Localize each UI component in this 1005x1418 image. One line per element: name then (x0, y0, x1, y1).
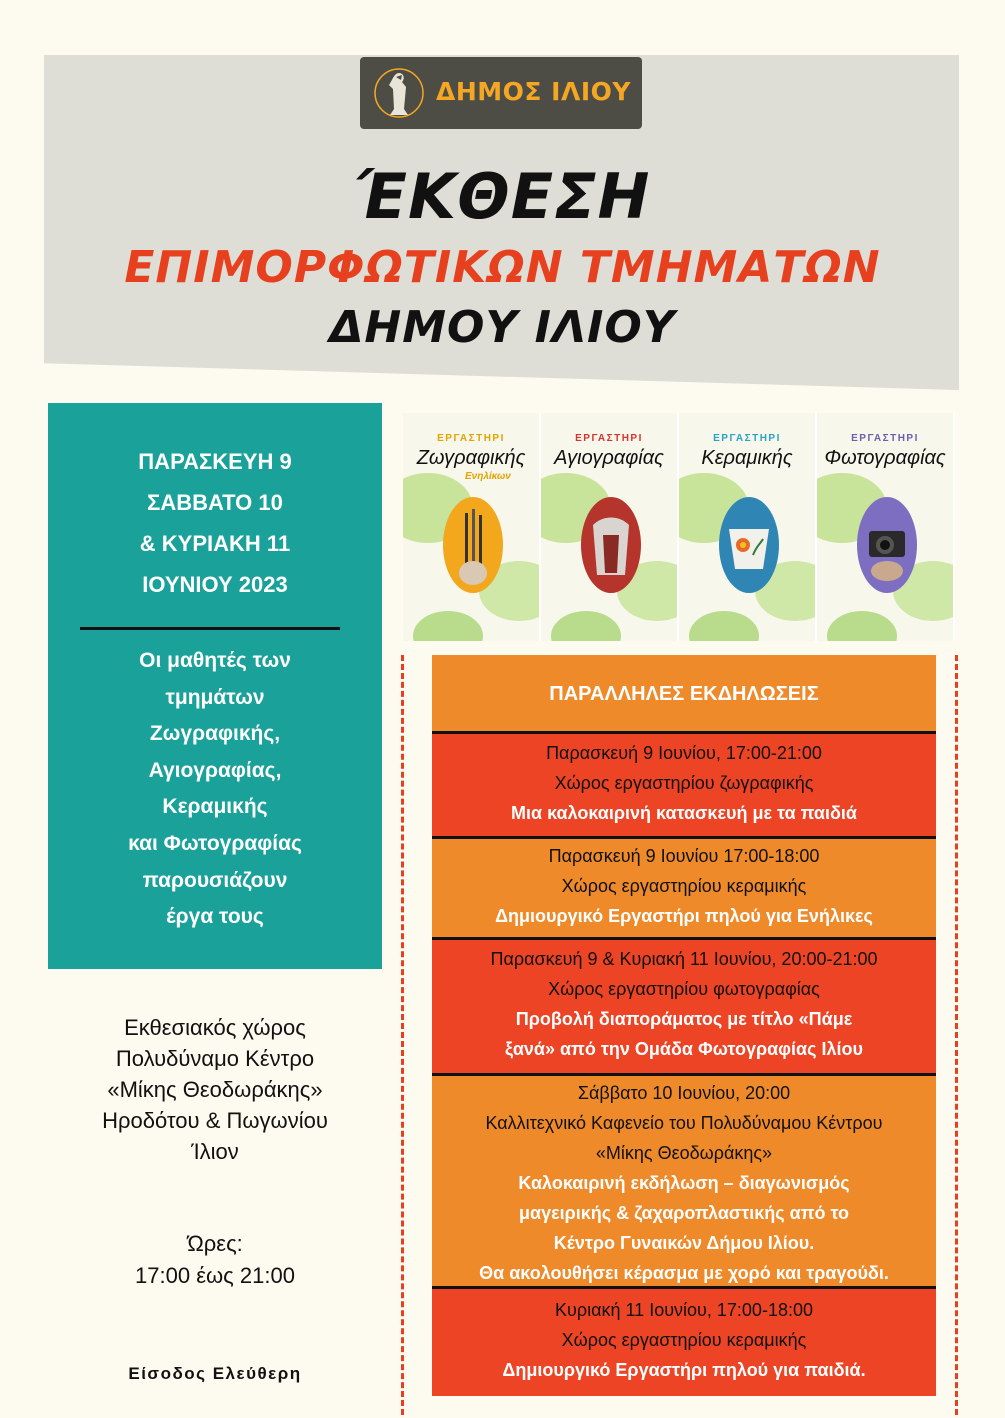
org-name: ΔΗΜΟΣ ΙΛΙΟΥ (436, 77, 631, 106)
venue-line: Ίλιον (191, 1139, 239, 1164)
poster-kicker: ΕΡΓΑΣΤΗΡΙ (713, 433, 781, 444)
poster-title: Κεραμικής (701, 447, 793, 469)
event-item (432, 1286, 936, 1396)
students-line: Ζωγραφικής, (149, 722, 281, 746)
event-place: «Μίκης Θεοδωράκης» (595, 1143, 773, 1163)
event-item (432, 731, 936, 836)
event-description: Προβολή διαποράματος με τίτλο «Πάμε (515, 1009, 853, 1029)
venue-line: «Μίκης Θεοδωράκης» (107, 1077, 323, 1102)
ceramic-pot-icon (717, 495, 781, 595)
poster-iconography (541, 413, 679, 641)
title-line-3: ΔΗΜΟΥ ΙΛΙΟΥ (329, 302, 676, 353)
venue-line: Πολυδύναμο Κέντρο (115, 1046, 315, 1071)
event-description: ξανά» από την Ομάδα Φωτογραφίας Ιλίου (505, 1039, 863, 1059)
event-place: Καλλιτεχνικό Καφενείο του Πολυδύναμου Κέντρου (485, 1113, 883, 1133)
students-line: Οι μαθητές των (139, 649, 291, 672)
date-line: ΣΑΒΒΑΤΟ 10 (147, 490, 283, 515)
workshop-posters (403, 413, 956, 641)
students-line: έργα τους (166, 905, 264, 929)
event-description: Μια καλοκαιρινή κατασκευή με τα παιδιά (511, 803, 857, 823)
event-place: Χώρος εργαστηρίου φωτογραφίας (548, 979, 820, 999)
date-line: ΠΑΡΑΣΚΕΥΗ 9 (138, 449, 292, 474)
event-date: Παρασκευή 9 & Κυριακή 11 Ιουνίου, 20:00-21:00 (490, 949, 878, 969)
athena-emblem-icon (374, 63, 424, 123)
event-place: Χώρος εργαστηρίου ζωγραφικής (554, 773, 814, 793)
students-line: και Φωτογραφίας (128, 831, 302, 855)
poster-kicker: ΕΡΓΑΣΤΗΡΙ (851, 433, 919, 444)
hours-value: 17:00 έως 21:00 (135, 1263, 295, 1288)
opening-hours (48, 1228, 382, 1292)
divider (80, 627, 340, 630)
venue-line: Ηροδότου & Πωγωνίου (102, 1108, 328, 1133)
event-item (432, 836, 936, 937)
municipality-logo (360, 57, 642, 129)
event-date: Σάββατο 10 Ιουνίου, 20:00 (577, 1083, 791, 1103)
free-entry-note: Είσοδος Ελεύθερη (128, 1364, 302, 1383)
date-line: & ΚΥΡΙΑΚΗ 11 (139, 531, 291, 556)
poster-title: Φωτογραφίας (824, 447, 946, 469)
events-title: ΠΑΡΑΛΛΗΛΕΣ ΕΚΔΗΛΩΣΕΙΣ (549, 683, 819, 705)
event-item (432, 1073, 936, 1286)
poster-title: Αγιογραφίας (554, 447, 664, 469)
students-line: Αγιογραφίας, (148, 758, 282, 782)
paintbrushes-icon (441, 495, 505, 595)
title-line-2: ΕΠΙΜΟΡΦΩΤΙΚΩΝ ΤΜΗΜΑΤΩΝ (124, 242, 881, 293)
event-place: Χώρος εργαστηρίου κεραμικής (561, 876, 807, 896)
icon-painting-icon (579, 495, 643, 595)
event-description: Δημιουργικό Εργαστήρι πηλού για Ενήλικες (495, 906, 873, 926)
event-description: Θα ακολουθήσει κέρασμα με χορό και τραγούδι. (479, 1263, 889, 1283)
event-description: Δημιουργικό Εργαστήρι πηλού για παιδιά. (502, 1360, 866, 1380)
poster-title: Ζωγραφικής (416, 447, 526, 469)
poster-kicker: ΕΡΓΑΣΤΗΡΙ (437, 433, 505, 444)
dashed-border-right (955, 655, 958, 1415)
poster-subtitle: Ενηλίκων (465, 471, 511, 482)
hours-label: Ώρες: (187, 1231, 243, 1256)
event-item (432, 937, 936, 1073)
event-date: Παρασκευή 9 Ιουνίου, 17:00-21:00 (546, 743, 822, 763)
date-line: ΙΟΥΝΙΟΥ 2023 (142, 572, 288, 597)
students-line: παρουσιάζουν (142, 868, 288, 892)
event-place: Χώρος εργαστηρίου κεραμικής (561, 1330, 807, 1350)
dates-list (48, 441, 382, 605)
students-line: τμημάτων (165, 685, 265, 709)
event-date: Παρασκευή 9 Ιουνίου 17:00-18:00 (548, 846, 820, 866)
parallel-events (432, 655, 936, 1393)
poster-kicker: ΕΡΓΑΣΤΗΡΙ (575, 433, 643, 444)
event-description: Καλοκαιρινή εκδήλωση – διαγωνισμός (518, 1173, 850, 1193)
dates-panel (48, 403, 382, 969)
venue-info (48, 1012, 382, 1167)
event-description: μαγειρικής & ζαχαροπλαστικής από το (519, 1203, 849, 1223)
event-date: Κυριακή 11 Ιουνίου, 17:00-18:00 (555, 1300, 813, 1320)
poster-ceramics (679, 413, 817, 641)
title-line-1: ΈΚΘΕΣΗ (354, 160, 651, 233)
students-line: Κεραμικής (162, 795, 268, 819)
venue-line: Εκθεσιακός χώρος (124, 1015, 306, 1040)
students-text (48, 643, 382, 936)
camera-icon (855, 495, 919, 595)
event-description: Κέντρο Γυναικών Δήμου Ιλίου. (553, 1233, 815, 1253)
poster-painting (403, 413, 541, 641)
poster-photography (817, 413, 955, 641)
dashed-border-left (401, 655, 404, 1415)
